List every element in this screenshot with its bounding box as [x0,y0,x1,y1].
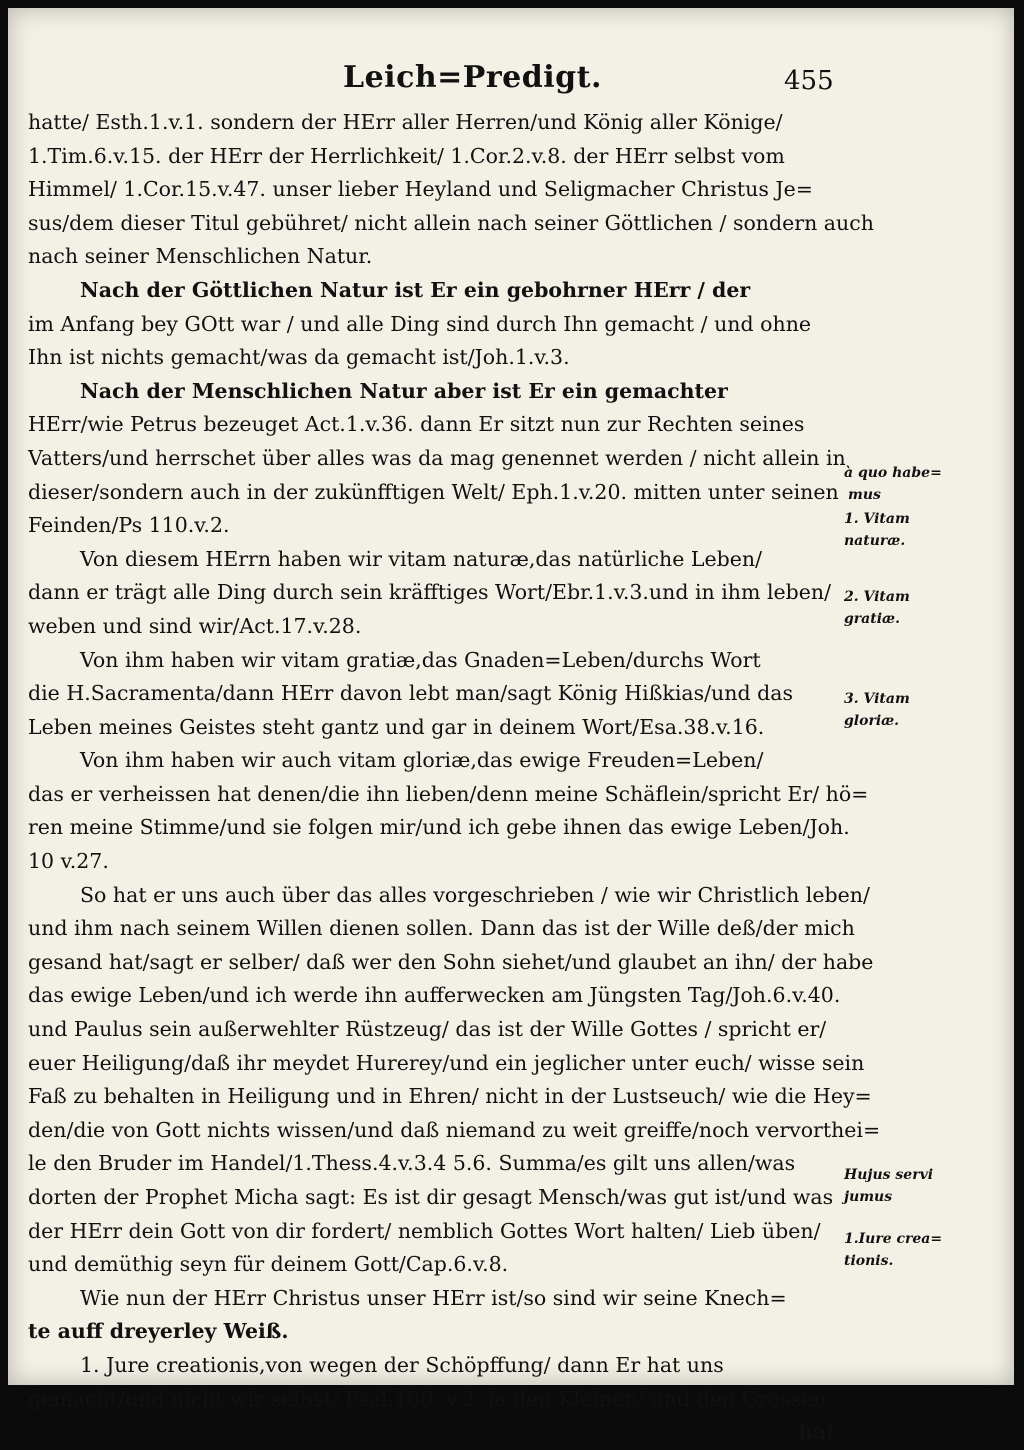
text-line: das ewige Leben/und ich werde ihn aufferwecken am Jüngsten Tag/Joh.6.v.40. [28,983,841,1008]
text-line: Von diesem HErrn haben wir vitam naturæ,das natürliche Leben/ [80,546,762,571]
text-line: Von ihm haben wir auch vitam gloriæ,das ewige Freuden=Leben/ [80,748,764,773]
margin-note-line: 1.Iure crea= [844,1231,943,1247]
text-line: Feinden/Ps 110.v.2. [28,513,230,538]
text-line: Von ihm haben wir vitam gratiæ,das Gnaden=Leben/durchs Wort [80,647,761,672]
text-line: 10 v.27. [28,849,109,874]
margin-note-line: gloriæ. [844,713,900,729]
margin-note-hujus-servi [844,1164,933,1208]
margin-note-line: mus [848,487,881,503]
text-line: weben und sind wir/Act.17.v.28. [28,613,362,638]
margin-note-line: 2. Vitam [844,589,910,605]
text-line: dorten der Prophet Micha sagt: Es ist dir gesagt Mensch/was gut ist/und was [28,1185,834,1209]
catchword: hat [798,1420,836,1445]
text-line: Himmel/ 1.Cor.15.v.47. unser lieber Heyland und Seligmacher Christus Je= [28,177,813,202]
text-line: le den Bruder im Handel/1.Thess.4.v.3.4 5.6. Summa/es gilt uns allen/was [28,1151,796,1176]
text-line: euer Heiligung/daß ihr meydet Hurerey/und ein jeglicher unter euch/ wisse sein [28,1050,865,1075]
text-line: und Paulus sein außerwehlter Rüstzeug/ das ist der Wille Gottes / spricht er/ [28,1017,827,1042]
text-line: HErr/wie Petrus bezeuget Act.1.v.36. dann Er sitzt nun zur Rechten seines [28,412,805,437]
text-line: die H.Sacramenta/dann HErr davon lebt man/sagt König Hißkias/und das [28,681,793,706]
book-page [8,8,1014,1445]
text-line: Wie nun der HErr Christus unser HErr ist/so sind wir seine Knech= [80,1285,787,1310]
text-line: Nach der Menschlichen Natur aber ist Er ein gemachter [80,378,728,403]
margin-note-vitam-naturae [844,508,910,552]
text-line: dieser/sondern auch in der zukünfftigen Welt/ Eph.1.v.20. mitten unter seinen [28,479,839,504]
text-line: Leben meines Geistes steht gantz und gar in deinem Wort/Esa.38.v.16. [28,714,765,739]
text-line: So hat er uns auch über das alles vorgeschrieben / wie wir Christlich leben/ [80,882,870,907]
text-line: Nach der Göttlichen Natur ist Er ein gebohrner HErr / der [80,277,751,302]
margin-note-vitam-gloriae [844,688,910,732]
text-line: und ihm nach seinem Willen dienen sollen. Dann das ist der Wille deß/der mich [28,916,855,941]
text-line: und demüthig seyn für deinem Gott/Cap.6.v.8. [28,1252,509,1277]
text-line: Ihn ist nichts gemacht/was da gemacht ist/Joh.1.v.3. [28,345,570,370]
margin-note-line: 1. Vitam [844,511,910,527]
text-line: ren meine Stimme/und sie folgen mir/und ich gebe ihnen das ewige Leben/Joh. [28,815,850,840]
running-title: Leich=Predigt. [343,60,602,95]
page-number: 455 [784,66,834,96]
text-line: der HErr dein Gott von dir fordert/ nemblich Gottes Wort halten/ Lieb üben/ [28,1218,821,1243]
text-line: Faß zu behalten in Heiligung und in Ehren/ nicht in der Lustseuch/ wie die Hey= [28,1084,872,1109]
text-line: nach seiner Menschlichen Natur. [28,244,373,269]
margin-note-line: 3. Vitam [844,691,910,707]
text-line: den/die von Gott nichts wissen/und daß niemand zu weit greiffe/noch vervorthei= [28,1117,881,1142]
margin-note-a-quo [844,462,942,506]
text-line: te auff dreyerley Weiß. [28,1319,289,1344]
margin-note-line: naturæ. [844,533,906,549]
margin-note-line: gratiæ. [844,611,900,627]
text-line: Vatters/und herrschet über alles was da mag genennet werden / nicht allein in [28,445,846,470]
margin-note-line: jumus [844,1189,893,1205]
text-line: im Anfang bey GOtt war / und alle Ding sind durch Ihn gemacht / und ohne [28,311,812,336]
running-head [8,60,1014,100]
text-line: gemacht/und nicht wir selbst/ Psal.100. v.2. ja den Kleinen/ und den Grossen [28,1386,827,1411]
text-line: gesand hat/sagt er selber/ daß wer den Sohn siehet/und glaubet an ihn/ der habe [28,949,874,974]
text-line: das er verheissen hat denen/die ihn lieben/denn meine Schäflein/spricht Er/ hö= [28,781,869,806]
margin-note-jure-creationis [844,1228,942,1272]
margin-note-line: tionis. [844,1253,894,1269]
text-line: sus/dem dieser Titul gebühret/ nicht allein nach seiner Göttlichen / sondern auch [28,210,874,235]
margin-note-vitam-gratiae [844,586,910,630]
text-line: dann er trägt alle Ding durch sein kräfftiges Wort/Ebr.1.v.3.und in ihm leben/ [28,580,832,605]
text-line: 1.Tim.6.v.15. der HErr der Herrlichkeit/ 1.Cor.2.v.8. der HErr selbst vom [28,143,785,168]
margin-note-line: Hujus servi [844,1167,934,1183]
margin-note-line: à quo habe= [844,465,942,481]
text-line: hatte/ Esth.1.v.1. sondern der HErr aller Herren/und König aller Könige/ [28,110,783,134]
text-line: 1. Jure creationis,von wegen der Schöpffung/ dann Er hat uns [80,1352,724,1377]
